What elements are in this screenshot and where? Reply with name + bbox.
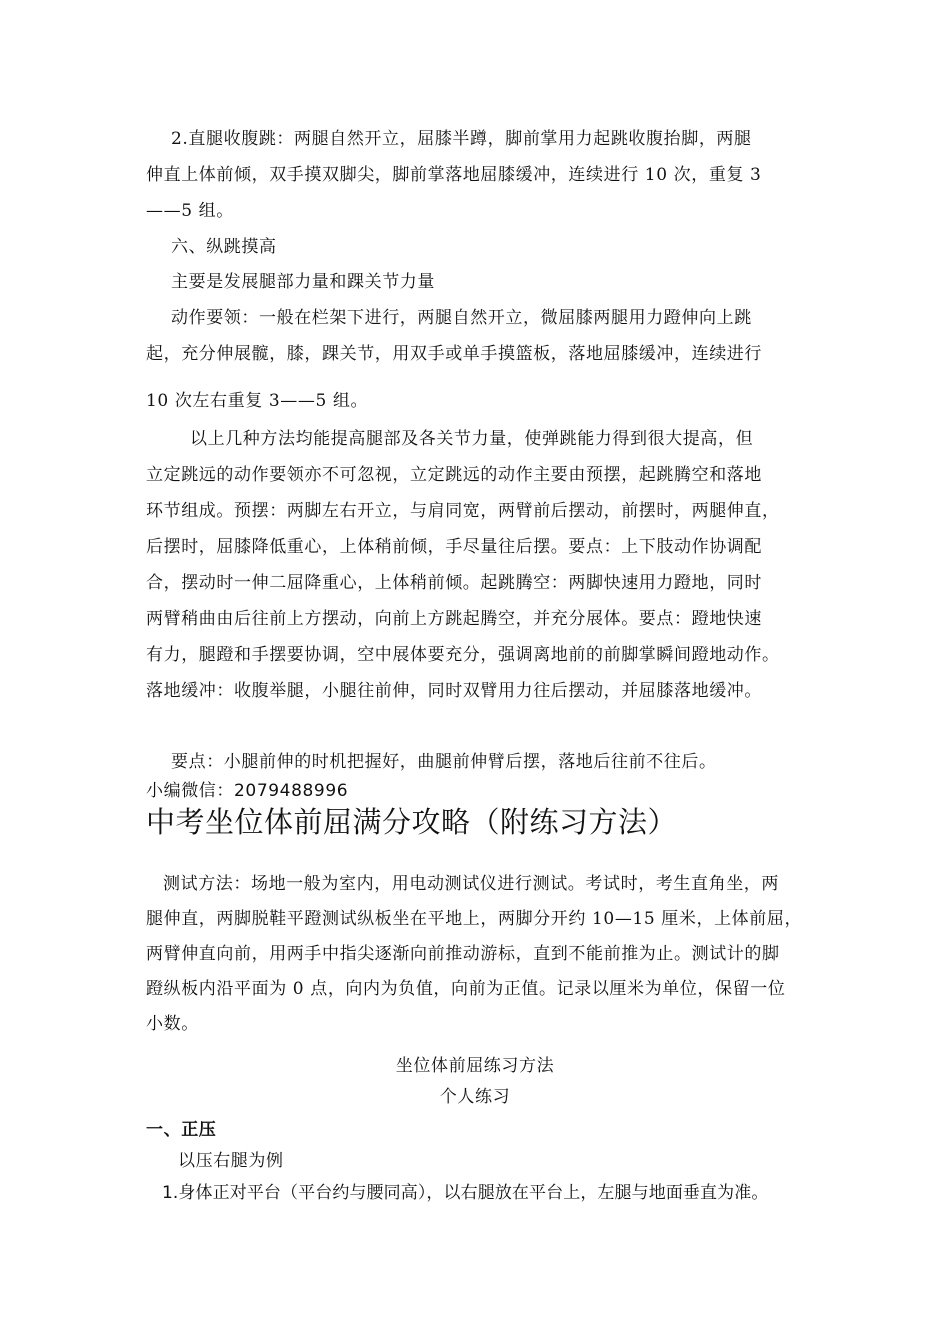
vertical-jump-purpose: 主要是发展腿部力量和踝关节力量	[171, 272, 435, 292]
essentials-line-1: 动作要领：一般在栏架下进行，两腿自然开立，微屈膝两腿用力蹬伸向上跳	[171, 308, 752, 328]
practice-subtitle: 个人练习	[439, 1087, 511, 1107]
straight-leg-jump-line-2: 伸直上体前倾，双手摸双脚尖，脚前掌落地屈膝缓冲，连续进行 10 次，重复 3	[146, 165, 762, 185]
key-point-line: 要点：小腿前伸的时机把握好，曲腿前伸臂后摆，落地后往前不往后。	[171, 752, 717, 772]
summary-line-4: 后摆时，屈膝降低重心，上体稍前倾，手尽量往后摆。要点：上下肢动作协调配	[146, 537, 762, 557]
summary-line-2: 立定跳远的动作要领亦不可忽视，立定跳远的动作主要由预摆，起跳腾空和落地	[146, 465, 762, 485]
essentials-line-3: 10 次左右重复 3——5 组。	[146, 391, 369, 411]
summary-line-1: 以上几种方法均能提高腿部及各关节力量，使弹跳能力得到很大提高，但	[190, 429, 754, 449]
article-title: 中考坐位体前屈满分攻略（附练习方法）	[146, 805, 678, 839]
summary-line-5: 合，摆动时一伸二屈降重心，上体稍前倾。起跳腾空：两脚快速用力蹬地，同时	[146, 573, 762, 593]
test-method-line-1: 测试方法：场地一般为室内，用电动测试仪进行测试。考试时，考生直角坐，两	[163, 874, 779, 894]
test-method-line-5: 小数。	[146, 1014, 199, 1034]
essentials-line-2: 起，充分伸展髋，膝，踝关节，用双手或单手摸篮板，落地屈膝缓冲，连续进行	[146, 344, 762, 364]
straight-leg-jump-line-3: ——5 组。	[146, 201, 234, 221]
test-method-line-3: 两臂伸直向前，用两手中指尖逐渐向前推动游标，直到不能前推为止。测试计的脚	[146, 944, 780, 964]
editor-wechat: 小编微信：2079488996	[146, 781, 349, 801]
test-method-line-4: 蹬纵板内沿平面为 0 点，向内为负值，向前为正值。记录以厘米为单位，保留一位	[146, 979, 786, 999]
example-line: 以压右腿为例	[178, 1151, 284, 1171]
practice-title: 坐位体前屈练习方法	[395, 1056, 555, 1076]
summary-line-6: 两臂稍曲由后往前上方摆动，向前上方跳起腾空，并充分展体。要点：蹬地快速	[146, 609, 762, 629]
vertical-jump-heading: 六、纵跳摸高	[171, 237, 277, 257]
heading-one: 一、正压	[146, 1120, 217, 1140]
test-method-line-2: 腿伸直，两脚脱鞋平蹬测试纵板坐在平地上，两脚分开约 10—15 厘米，上体前屈，	[146, 909, 803, 929]
summary-line-3: 环节组成。预摆：两脚左右开立，与肩同宽，两臂前后摆动，前摆时，两腿伸直，	[146, 501, 780, 521]
summary-line-7: 有力，腿蹬和手摆要协调，空中展体要充分，强调离地前的前脚掌瞬间蹬地动作。	[146, 645, 780, 665]
step-one-line: 1.身体正对平台（平台约与腰同高），以右腿放在平台上，左腿与地面垂直为准。	[162, 1183, 769, 1203]
straight-leg-jump-line-1: 2.直腿收腹跳：两腿自然开立，屈膝半蹲，脚前掌用力起跳收腹抬脚，两腿	[171, 129, 752, 149]
summary-line-8: 落地缓冲：收腹举腿，小腿往前伸，同时双臂用力往后摆动，并屈膝落地缓冲。	[146, 681, 762, 701]
